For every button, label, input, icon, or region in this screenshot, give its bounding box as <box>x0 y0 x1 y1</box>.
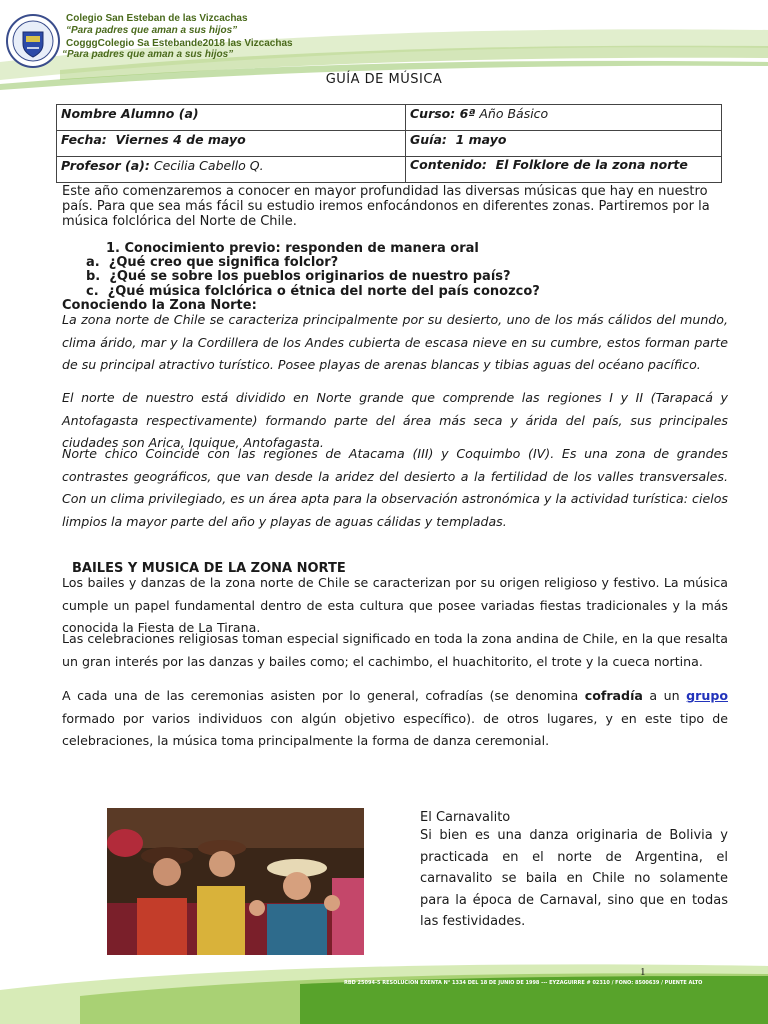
cofradia-term: cofradía <box>584 688 643 703</box>
school-motto: “Para padres que aman a sus hijos” <box>66 25 238 36</box>
school-name: Colegio San Esteban de las Vizcachas <box>66 13 248 24</box>
question-text: ¿Qué creo que significa folclor? <box>108 255 339 270</box>
north-zone-paragraph-3: Norte chico Coincide con las regiones de Atacama (III) y Coquimbo (IV). Es una zona de grandes contrastes geográficos, que van desde la aridez del desierto a la fertilidad de los valles transversales. Con un clima privilegiado, es un área apta para la observación astronómica y la actividad turística: cielos limpios la mayor parte del año y playas de aguas cálidas y templadas. <box>62 446 728 529</box>
student-label: Nombre Alumno (a) <box>61 106 199 121</box>
intro-paragraph: Este año comenzaremos a conocer en mayor profundidad las diversas músicas que hay en nuestro país. Para que sea más fácil su estudio iremos enfocándonos en diferentes zonas. Partiremos por la música folclórica del Norte de Chile. <box>62 184 710 229</box>
dances-paragraph-1: Los bailes y danzas de la zona norte de Chile se caracterizan por su origen religioso y festivo. La música cumple un papel fundamental dentro de esta cultura que posee variadas fiestas tradicionales y la más conocida la Fiesta de La Tirana. <box>62 575 728 635</box>
course-label: Curso: 6ª <box>410 106 476 121</box>
teacher-label: Profesor (a): <box>61 158 150 173</box>
question-marker: b. <box>86 269 101 284</box>
dances-p3-start: A cada una de las ceremonias asisten por lo general, cofradías (se denomina <box>62 688 585 703</box>
student-info-table <box>56 104 722 183</box>
student-name-cell <box>57 105 406 131</box>
school-name-overlap: CogggColegio Sa Estebande2018 las Vizcachas <box>66 38 293 49</box>
content-label: Contenido: <box>410 157 487 172</box>
table-row <box>57 157 722 183</box>
dances-paragraph-2: Las celebraciones religiosas toman especial significado en toda la zona andina de Chile, en la que resalta un gran interés por las danzas y bailes como; el cachimbo, el huachitorito, el trote y la cueca nortina. <box>62 631 728 669</box>
date-value: Viernes 4 de mayo <box>115 132 246 147</box>
north-zone-paragraph-1: La zona norte de Chile se caracteriza principalmente por su desierto, uno de los más cálidos del mundo, clima árido, mar y la Cordillera de los Andes cubierta de escasa nieve en su cumbre, estos forman parte de su principal atractivo turístico. Posee playas de arenas blancas y tibias aguas del océano pacífico. <box>62 312 728 372</box>
question-text: ¿Qué música folclórica o étnica del norte del país conozco? <box>107 284 540 299</box>
carnavalito-section <box>420 810 728 933</box>
north-zone-heading: Conociendo la Zona Norte: <box>62 298 257 313</box>
north-zone-paragraph-2: El norte de nuestro está dividido en Norte grande que comprende las regiones I y II (Tarapacá y Antofagasta respectivamente) formando parte del área más seca y árida del país, sus principales ciudades son Arica, Iquique, Antofagasta. <box>62 390 728 450</box>
teacher-cell <box>57 157 406 183</box>
prior-knowledge-heading: 1. Conocimiento previo: responden de manera oral <box>106 241 479 256</box>
question-marker: a. <box>86 255 100 270</box>
question-marker: c. <box>86 284 99 299</box>
dances-heading: BAILES Y MUSICA DE LA ZONA NORTE <box>72 561 346 576</box>
page-number: 1 <box>640 966 646 978</box>
question-item <box>86 270 511 285</box>
dances-paragraph-3 <box>62 685 728 753</box>
question-text: ¿Qué se sobre los pueblos originarios de nuestro país? <box>109 269 511 284</box>
guide-value: 1 mayo <box>455 132 507 147</box>
course-cell <box>406 105 722 131</box>
guide-cell <box>406 131 722 157</box>
page-title: GUÍA DE MÚSICA <box>325 72 443 87</box>
footer-swoosh-band <box>0 960 768 1024</box>
content-value: El Folklore de la zona norte <box>495 157 688 172</box>
guide-label: Guía: <box>410 132 447 147</box>
table-row <box>57 105 722 131</box>
teacher-value: Cecilia Cabello Q. <box>153 158 264 173</box>
date-label: Fecha: <box>61 132 107 147</box>
carnavalito-title: El Carnavalito <box>420 810 511 825</box>
grupo-link[interactable]: grupo <box>686 688 728 703</box>
course-value: Año Básico <box>479 106 549 121</box>
carnavalito-dancers-photo <box>107 808 364 955</box>
date-cell <box>57 131 406 157</box>
dances-p3-mid: a un <box>642 688 687 703</box>
dances-p3-end: formado por varios individuos con algún objetivo específico). de otros lugares, y en este tipo de celebraciones, la música toma principalmente la forma de danza ceremonial. <box>62 710 728 748</box>
school-motto-repeat: “Para padres que aman a sus hijos” <box>62 49 234 60</box>
footer-legal-text: RBD 25094-5 RESOLUCION EXENTA N° 1334 DEL 18 DE JUNIO DE 1998 --- EYZAGUIRRE # 02310 / FONO: 8500639 / PUENTE ALTO <box>344 980 703 986</box>
carnavalito-text: Si bien es una danza originaria de Bolivia y practicada en el norte de Argentina, el carnavalito se baila en Chile no solamente para la época de Carnaval, sino que en todas las festividades. <box>420 828 728 929</box>
school-crest-icon <box>6 14 60 68</box>
content-cell <box>406 157 722 183</box>
table-row <box>57 131 722 157</box>
